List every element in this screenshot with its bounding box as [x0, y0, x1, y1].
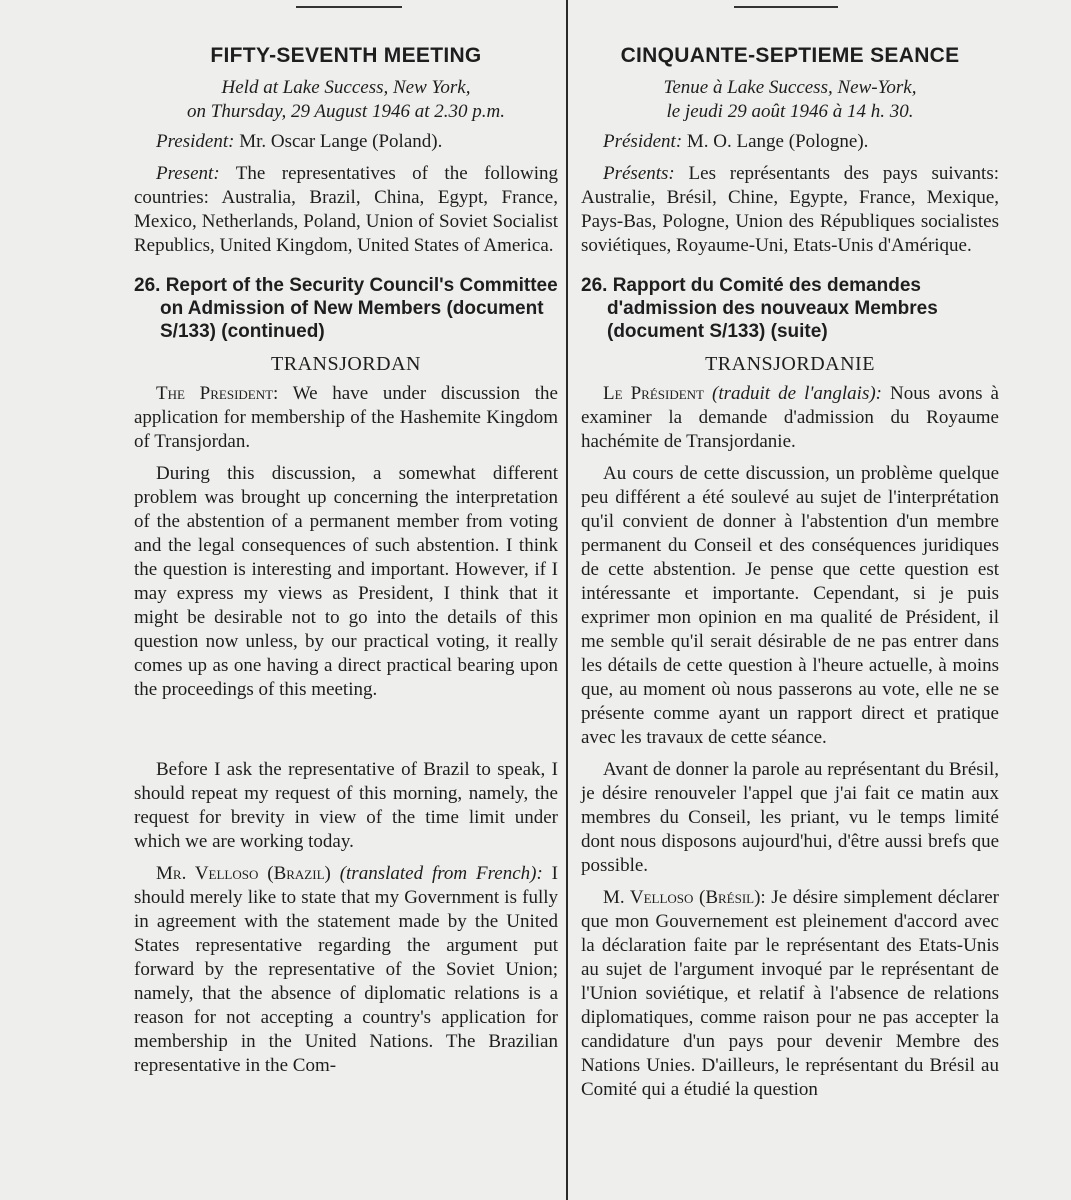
present-paragraph — [581, 162, 999, 258]
column-divider — [566, 0, 568, 1200]
paragraph-text: We have under discussion the application for membership of the Hashemite Kingdom of Transjordan. — [134, 383, 558, 452]
president-line — [134, 130, 558, 154]
speaker: M. Velloso (Brésil): — [603, 887, 766, 908]
speaker: Le Président — [603, 383, 704, 404]
paragraph-2: Au cours de cette discussion, un problème quelque peu différent a été soulevé au sujet de l'interprétation qu'il convient de donner à l'abstention d'un membre permanent du Conseil et des conséquences juridiques de cette abstention. Je pense que cette question est intéressante et importante. Cependant, si je puis exprimer mon opinion en ma qualité de Président, il me semble qu'il serait désirable de ne pas entrer dans les détails de cette question à l'heure actuelle, à moins que, au moment où nous passerons au vote, elle ne se présente comme ayant un rapport direct et pratique avec les travaux de cette séance. — [581, 463, 999, 748]
held-line-2: on Thursday, 29 August 1946 at 2.30 p.m. — [187, 101, 505, 122]
present-label: Present: — [156, 163, 220, 184]
held-line-2: le jeudi 29 août 1946 à 14 h. 30. — [666, 101, 914, 122]
section-heading — [581, 274, 999, 343]
paragraph-4 — [134, 862, 558, 1078]
held-line-1: Held at Lake Success, New York, — [221, 77, 471, 98]
paragraph-3: Avant de donner la parole au représentant du Brésil, je désire renouveler l'appel que j'ai fait ce matin aux membres du Conseil, les priant, vu le temps limité dont nous disposons aujourd'hui, d'être aussi brefs que possible. — [581, 759, 999, 876]
present-label: Présents: — [603, 163, 675, 184]
speaker: Mr. Velloso (Brazil) — [156, 863, 331, 884]
paragraph-text: Je désire simplement déclarer que mon Gouvernement est pleinement d'accord avec la déclaration faite par le représentant des Etats-Unis au sujet de l'argument invoqué par le représentant de l'Union soviétique, et relatif à l'absence de relations diplomatiques, comme raison pour ne pas accepter la candidature d'un pays pour devenir Membre des Nations Unies. D'ailleurs, le représentant du Brésil au Comité qui a étudié la question — [581, 887, 1000, 1100]
paragraph-text: Nous avons à examiner la demande d'admission du Royaume hachémite de Transjordanie. — [581, 383, 999, 452]
top-rule-left — [296, 6, 402, 8]
present-paragraph — [134, 162, 558, 258]
paragraph-3: Before I ask the representative of Brazil to speak, I should repeat my request of this morning, namely, the request for brevity in view of the time limit under which we are working today. — [134, 759, 558, 852]
top-rule-right — [734, 6, 838, 8]
present-text: The representatives of the following countries: Australia, Brazil, China, Egypt, France, Mexico, Netherlands, Poland, Union of Soviet Socialist Republics, United Kingdom, United States of America. — [134, 163, 558, 256]
paragraph-4 — [581, 886, 999, 1102]
meeting-title: FIFTY-SEVENTH MEETING — [210, 44, 482, 67]
president-value: M. O. Lange (Pologne). — [686, 131, 869, 152]
translation-note: (traduit de l'anglais): — [712, 383, 883, 404]
spacer — [134, 710, 558, 758]
section-title: Rapport du Comité des demandes d'admission des nouveaux Membres (document S/133) (suite) — [607, 275, 938, 342]
present-text: Les représentants des pays suivants: Australie, Brésil, Chine, Egypte, France, Mexique, Pays-Bas, Pologne, Union des Républiques socialistes soviétiques, Royaume-Uni, Etats-Unis d'Amérique. — [581, 163, 999, 256]
paragraph-1 — [134, 382, 558, 454]
president-label: Président: — [603, 131, 683, 152]
subheading: TRANSJORDAN — [271, 353, 421, 375]
english-column — [134, 30, 558, 1086]
president-value: Mr. Oscar Lange (Poland). — [239, 131, 443, 152]
subheading: TRANSJORDANIE — [705, 353, 875, 375]
meeting-title: CINQUANTE-SEPTIEME SEANCE — [620, 44, 960, 67]
section-number: 26. — [134, 275, 161, 296]
meeting-held-info — [581, 76, 999, 124]
held-line-1: Tenue à Lake Success, New-York, — [663, 77, 917, 98]
paragraph-2: During this discussion, a somewhat different problem was brought up concerning the interpretation of the abstention of a permanent member from voting and the legal consequences of such abstention. I think the question is interesting and important. However, if I may express my views as President, I think that it might be desirable not to go into the details of this question now unless, by our practical voting, it really comes up as one having a direct practical bearing upon the proceedings of this meeting. — [134, 463, 558, 700]
president-line — [581, 130, 999, 154]
french-column — [581, 30, 999, 1110]
speaker: The President: — [156, 383, 279, 404]
paragraph-1 — [581, 382, 999, 454]
paragraph-text: I should merely like to state that my Government is fully in agreement with the statement made by the United States representative regarding the argument put forward by the representative of the Soviet Union; namely, that the absence of diplomatic relations is a reason for not accepting a country's application for membership in the United Nations. The Brazilian representative in the Com- — [134, 863, 558, 1076]
translation-note: (translated from French): — [339, 863, 543, 884]
section-heading — [134, 274, 558, 343]
section-title: Report of the Security Council's Committee on Admission of New Members (document S/133) (continued) — [160, 275, 558, 342]
president-label: President: — [156, 131, 235, 152]
meeting-held-info — [134, 76, 558, 124]
section-number: 26. — [581, 275, 608, 296]
